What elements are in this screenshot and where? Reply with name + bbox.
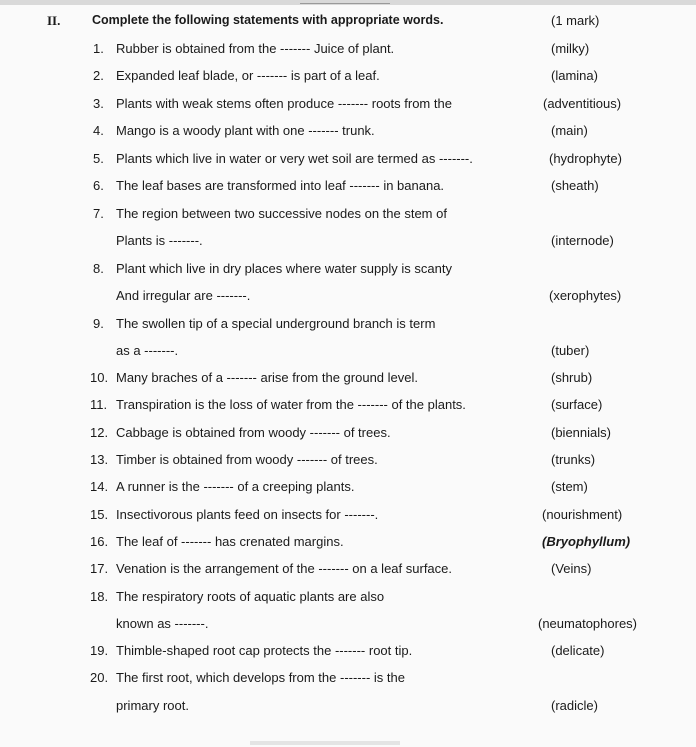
question-text: The first root, which develops from the ------- is the [116, 670, 405, 685]
section-number: II. [47, 13, 61, 28]
question-number: 16. [90, 534, 109, 549]
question-text: The region between two successive nodes on the stem of [116, 206, 447, 221]
answer: (shrub) [551, 370, 593, 385]
answer: (sheath) [551, 178, 599, 193]
answer: (xerophytes) [549, 288, 622, 303]
question-text-continued: primary root. [116, 698, 189, 713]
question-number: 3. [93, 96, 104, 111]
question-text: Cabbage is obtained from woody ------- of trees. [116, 425, 391, 440]
top-edge-mark [300, 0, 390, 4]
question-number: 9. [93, 316, 104, 331]
answer: (tuber) [551, 343, 590, 358]
answer: (surface) [551, 397, 603, 412]
question-text: Transpiration is the loss of water from the ------- of the plants. [116, 397, 466, 412]
answer: (lamina) [551, 68, 598, 83]
question-number: 1. [93, 41, 104, 56]
question-text: Thimble-shaped root cap protects the ------- root tip. [116, 643, 413, 658]
question-text: The leaf bases are transformed into leaf ------- in banana. [116, 178, 445, 193]
answer: (neumatophores) [538, 616, 637, 631]
question-number: 18. [90, 589, 109, 604]
question-number: 2. [93, 68, 104, 83]
question-number: 6. [93, 178, 104, 193]
question-number: 20. [90, 670, 109, 685]
question-text: Plants with weak stems often produce ------- roots from the [116, 96, 452, 111]
question-text: Rubber is obtained from the ------- Juice of plant. [116, 41, 395, 56]
question-number: 14. [90, 479, 109, 494]
question-number: 11. [90, 397, 108, 412]
question-text: A runner is the ------- of a creeping plants. [116, 479, 355, 494]
answer: (adventitious) [543, 96, 622, 111]
question-text: Plants which live in water or very wet soil are termed as -------. [116, 151, 473, 166]
question-number: 15. [90, 507, 109, 522]
question-number: 8. [93, 261, 104, 276]
question-text-continued: Plants is -------. [116, 233, 203, 248]
question-text: The swollen tip of a special underground branch is term [116, 316, 436, 331]
answer: (milky) [551, 41, 590, 56]
question-number: 17. [90, 561, 109, 576]
question-number: 19. [90, 643, 109, 658]
question-number: 13. [90, 452, 109, 467]
answer: (Veins) [551, 561, 592, 576]
answer: (stem) [551, 479, 588, 494]
question-text: Mango is a woody plant with one ------- trunk. [116, 123, 375, 138]
answer: (main) [551, 123, 588, 138]
question-text: The respiratory roots of aquatic plants are also [116, 589, 385, 604]
question-text: Expanded leaf blade, or ------- is part of a leaf. [116, 68, 380, 83]
top-edge [0, 0, 696, 5]
answer: (radicle) [551, 698, 598, 713]
question-text-continued: known as -------. [116, 616, 209, 631]
question-number: 12. [90, 425, 109, 440]
answer: (hydrophyte) [549, 151, 622, 166]
question-number: 10. [90, 370, 109, 385]
answer: (trunks) [551, 452, 596, 467]
answer: (nourishment) [542, 507, 623, 522]
question-text-continued: as a -------. [116, 343, 179, 358]
question-text: Insectivorous plants feed on insects for -------. [116, 507, 379, 522]
question-text: Plant which live in dry places where water supply is scanty [116, 261, 452, 276]
answer: (biennials) [551, 425, 611, 440]
question-text: Many braches of a ------- arise from the ground level. [116, 370, 418, 385]
question-text: The leaf of ------- has crenated margins. [116, 534, 344, 549]
answer: (Bryophyllum) [542, 534, 631, 549]
answer: (delicate) [551, 643, 605, 658]
question-number: 4. [93, 123, 104, 138]
question-text: Venation is the arrangement of the ------- on a leaf surface. [116, 561, 453, 576]
bottom-edge-smudge [250, 741, 400, 745]
question-text-continued: And irregular are -------. [116, 288, 251, 303]
section-instruction: Complete the following statements with appropriate words. [92, 13, 444, 27]
section-marks: (1 mark) [551, 13, 600, 28]
question-number: 7. [93, 206, 104, 221]
answer: (internode) [551, 233, 614, 248]
question-number: 5. [93, 151, 104, 166]
question-text: Timber is obtained from woody ------- of trees. [116, 452, 378, 467]
